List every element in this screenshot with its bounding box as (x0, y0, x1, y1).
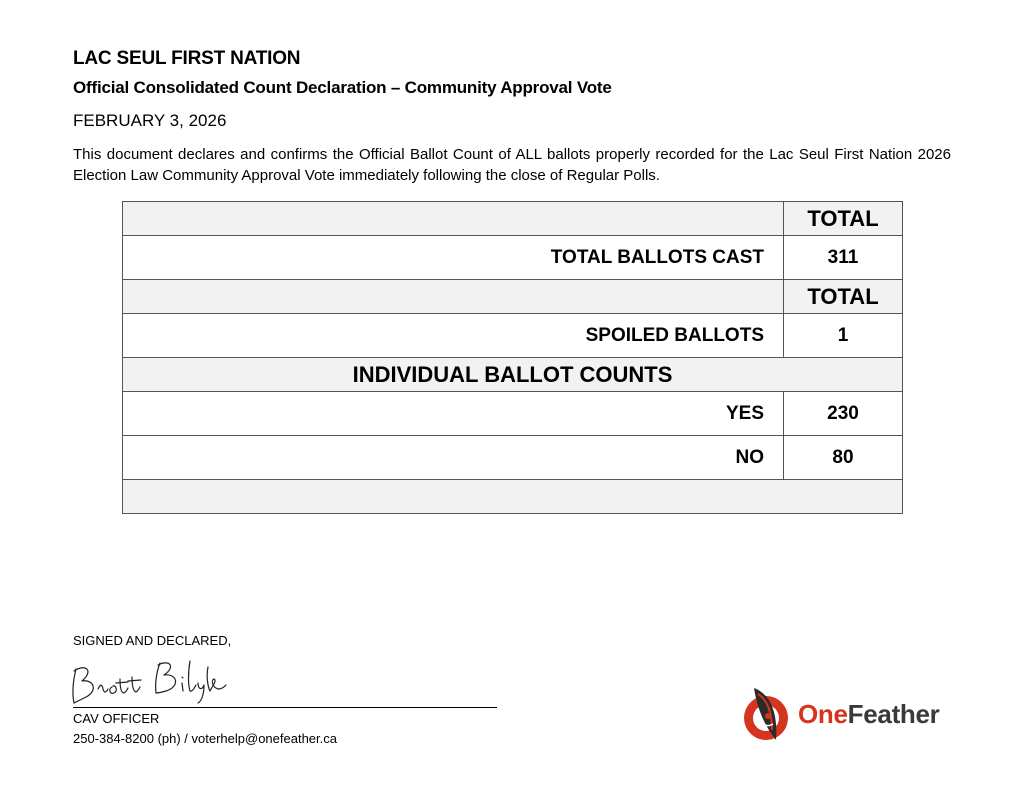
officer-title: CAV OFFICER (73, 711, 160, 726)
contact-info: 250-384-8200 (ph) / voterhelp@onefeather.ca (73, 731, 337, 746)
table-row (123, 280, 903, 314)
no-label: NO (123, 436, 784, 480)
document-subtitle: Official Consolidated Count Declaration – Community Approval Vote (73, 78, 612, 97)
document-description: This document declares and confirms the Official Ballot Count of ALL ballots properly recorded for the Lac Seul First Nation 2026 Election Law Community Approval Vote immediately following the close of Regular Polls. (73, 146, 951, 184)
table-row (123, 202, 903, 236)
ballots-cast-label: TOTAL BALLOTS CAST (123, 236, 784, 280)
header-spacer-cell (123, 202, 784, 236)
feather-emblem-icon (740, 684, 792, 744)
signature-line (73, 707, 497, 708)
organization-title: LAC SEUL FIRST NATION (73, 48, 301, 69)
signed-declared-label: SIGNED AND DECLARED, (73, 633, 232, 648)
table-row (123, 392, 903, 436)
no-value: 80 (784, 436, 903, 480)
ballots-cast-value: 311 (784, 236, 903, 280)
document-date: FEBRUARY 3, 2026 (73, 111, 227, 130)
table-row (123, 480, 903, 514)
spoiled-ballots-label: SPOILED BALLOTS (123, 314, 784, 358)
total-header: TOTAL (784, 280, 903, 314)
table-row (123, 236, 903, 280)
table-row (123, 314, 903, 358)
total-header: TOTAL (784, 202, 903, 236)
section-title: INDIVIDUAL BALLOT COUNTS (123, 358, 903, 392)
table-row (123, 436, 903, 480)
logo-text-feather: Feather (847, 698, 940, 729)
table-row (123, 358, 903, 392)
header-spacer-cell (123, 280, 784, 314)
logo-wordmark (798, 699, 940, 730)
logo-text-one: One (798, 698, 848, 729)
spoiled-ballots-value: 1 (784, 314, 903, 358)
yes-value: 230 (784, 392, 903, 436)
table-footer-spacer (123, 480, 903, 514)
onefeather-logo (740, 684, 940, 744)
yes-label: YES (123, 392, 784, 436)
signature-image (70, 655, 240, 707)
ballot-count-table (122, 201, 903, 514)
